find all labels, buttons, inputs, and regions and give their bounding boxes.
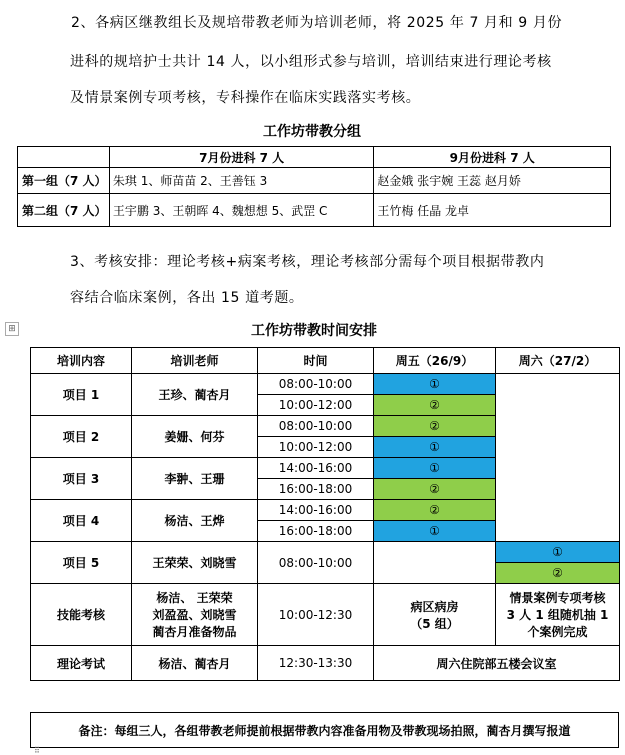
schedule-note: 备注：每组三人，各组带教老师提前根据带教内容准备用物及带教现场拍照，蔺杏月撰写报道 [30, 712, 619, 748]
saturday-empty-block [496, 374, 620, 542]
skill-exam-teachers [132, 584, 258, 646]
project-1-slot-1-mark: ① [374, 374, 496, 395]
project-3-slot-2-mark: ② [374, 479, 496, 500]
group-1-label: 第一组（7 人） [18, 168, 110, 194]
skill-exam-time: 10:00-12:30 [258, 584, 374, 646]
skill-teacher-line-3: 蔺杏月准备物品 [152, 625, 237, 639]
paragraph-2-line-3: 及情景案例专项考核，专科操作在临床实践落实考核。 [70, 90, 421, 106]
skill-teacher-line-2: 刘盈盈、刘晓雪 [152, 608, 237, 622]
skill-saturday-line-3: 个案例完成 [527, 625, 588, 639]
paragraph-2-line-1: 2、各病区继教组长及规培带教老师为培训老师，将 2025 年 7 月和 9 月份 [71, 15, 563, 31]
theory-exam-time: 12:30-13:30 [258, 646, 374, 681]
project-3-slot-2-time: 16:00-18:00 [258, 479, 374, 500]
project-1-name: 项目 1 [31, 374, 132, 416]
theory-exam-name: 理论考试 [31, 646, 132, 681]
project-1-slot-2-mark: ② [374, 395, 496, 416]
project-5-saturday-mark-1: ① [496, 542, 620, 563]
project-3-slot-1-time: 14:00-16:00 [258, 458, 374, 479]
skill-teacher-line-1: 杨洁、 王荣荣 [156, 591, 233, 605]
header-saturday: 周六（27/2） [496, 348, 620, 374]
page-dots-icon: ⠿ [34, 746, 40, 755]
project-2-slot-2-mark: ① [374, 437, 496, 458]
group-2-label: 第二组（7 人） [18, 194, 110, 227]
grouping-title: 工作坊带教分组 [263, 124, 361, 140]
project-5-friday-empty [374, 542, 496, 584]
project-2-slot-1-time: 08:00-10:00 [258, 416, 374, 437]
paragraph-2-line-2: 进科的规培护士共计 14 人，以小组形式参与培训，培训结束进行理论考核 [70, 54, 552, 70]
project-4-slot-1-mark: ② [374, 500, 496, 521]
group-1-sept: 赵金娥 张宇婉 王蕊 赵月娇 [374, 168, 611, 194]
paragraph-3-line-1: 3、考核安排：理论考核+病案考核，理论考核部分需每个项目根据带教内 [70, 254, 545, 270]
paragraph-3-line-2: 容结合临床案例，各出 15 道考题。 [70, 290, 304, 306]
header-content: 培训内容 [31, 348, 132, 374]
group-1-july: 朱琪 1、师苗苗 2、王善钰 3 [109, 168, 374, 194]
skill-friday-line-2: （5 组） [410, 616, 459, 631]
project-1-teacher: 王珍、蔺杏月 [132, 374, 258, 416]
project-5-saturday-mark-2: ② [496, 563, 620, 584]
project-2-slot-2-time: 10:00-12:00 [258, 437, 374, 458]
schedule-table [30, 347, 620, 681]
project-2-name: 项目 2 [31, 416, 132, 458]
grouping-header-july: 7月份进科 7 人 [109, 147, 374, 168]
project-4-slot-2-mark: ① [374, 521, 496, 542]
header-time: 时间 [258, 348, 374, 374]
grouping-corner-cell [18, 147, 110, 168]
skill-saturday-line-1: 情景案例专项考核 [509, 591, 606, 605]
project-2-teacher: 姜姗、何芬 [132, 416, 258, 458]
theory-exam-place: 周六住院部五楼会议室 [374, 646, 620, 681]
project-2-slot-1-mark: ② [374, 416, 496, 437]
grouping-table [17, 146, 611, 227]
skill-exam-name: 技能考核 [31, 584, 132, 646]
project-5-name: 项目 5 [31, 542, 132, 584]
project-4-name: 项目 4 [31, 500, 132, 542]
project-3-name: 项目 3 [31, 458, 132, 500]
group-2-sept: 王竹梅 任晶 龙卓 [374, 194, 611, 227]
project-4-teacher: 杨洁、王烨 [132, 500, 258, 542]
skill-friday-line-1: 病区病房 [410, 599, 459, 614]
project-4-slot-1-time: 14:00-16:00 [258, 500, 374, 521]
theory-exam-teacher: 杨洁、蔺杏月 [132, 646, 258, 681]
project-3-slot-1-mark: ① [374, 458, 496, 479]
schedule-title: 工作坊带教时间安排 [251, 323, 377, 339]
table-move-handle-icon[interactable]: ⊞ [5, 322, 19, 336]
project-3-teacher: 李翀、王珊 [132, 458, 258, 500]
header-teacher: 培训老师 [132, 348, 258, 374]
project-5-time: 08:00-10:00 [258, 542, 374, 584]
skill-exam-saturday [496, 584, 620, 646]
skill-exam-friday [374, 584, 496, 646]
header-friday: 周五（26/9） [374, 348, 496, 374]
grouping-header-sept: 9月份进科 7 人 [374, 147, 611, 168]
skill-saturday-line-2: 3 人 1 组随机抽 1 [506, 608, 609, 622]
project-4-slot-2-time: 16:00-18:00 [258, 521, 374, 542]
group-2-july: 王宇鹏 3、王朝晖 4、魏想想 5、武罡 C [109, 194, 374, 227]
project-5-teacher: 王荣荣、刘晓雪 [132, 542, 258, 584]
project-1-slot-1-time: 08:00-10:00 [258, 374, 374, 395]
project-1-slot-2-time: 10:00-12:00 [258, 395, 374, 416]
